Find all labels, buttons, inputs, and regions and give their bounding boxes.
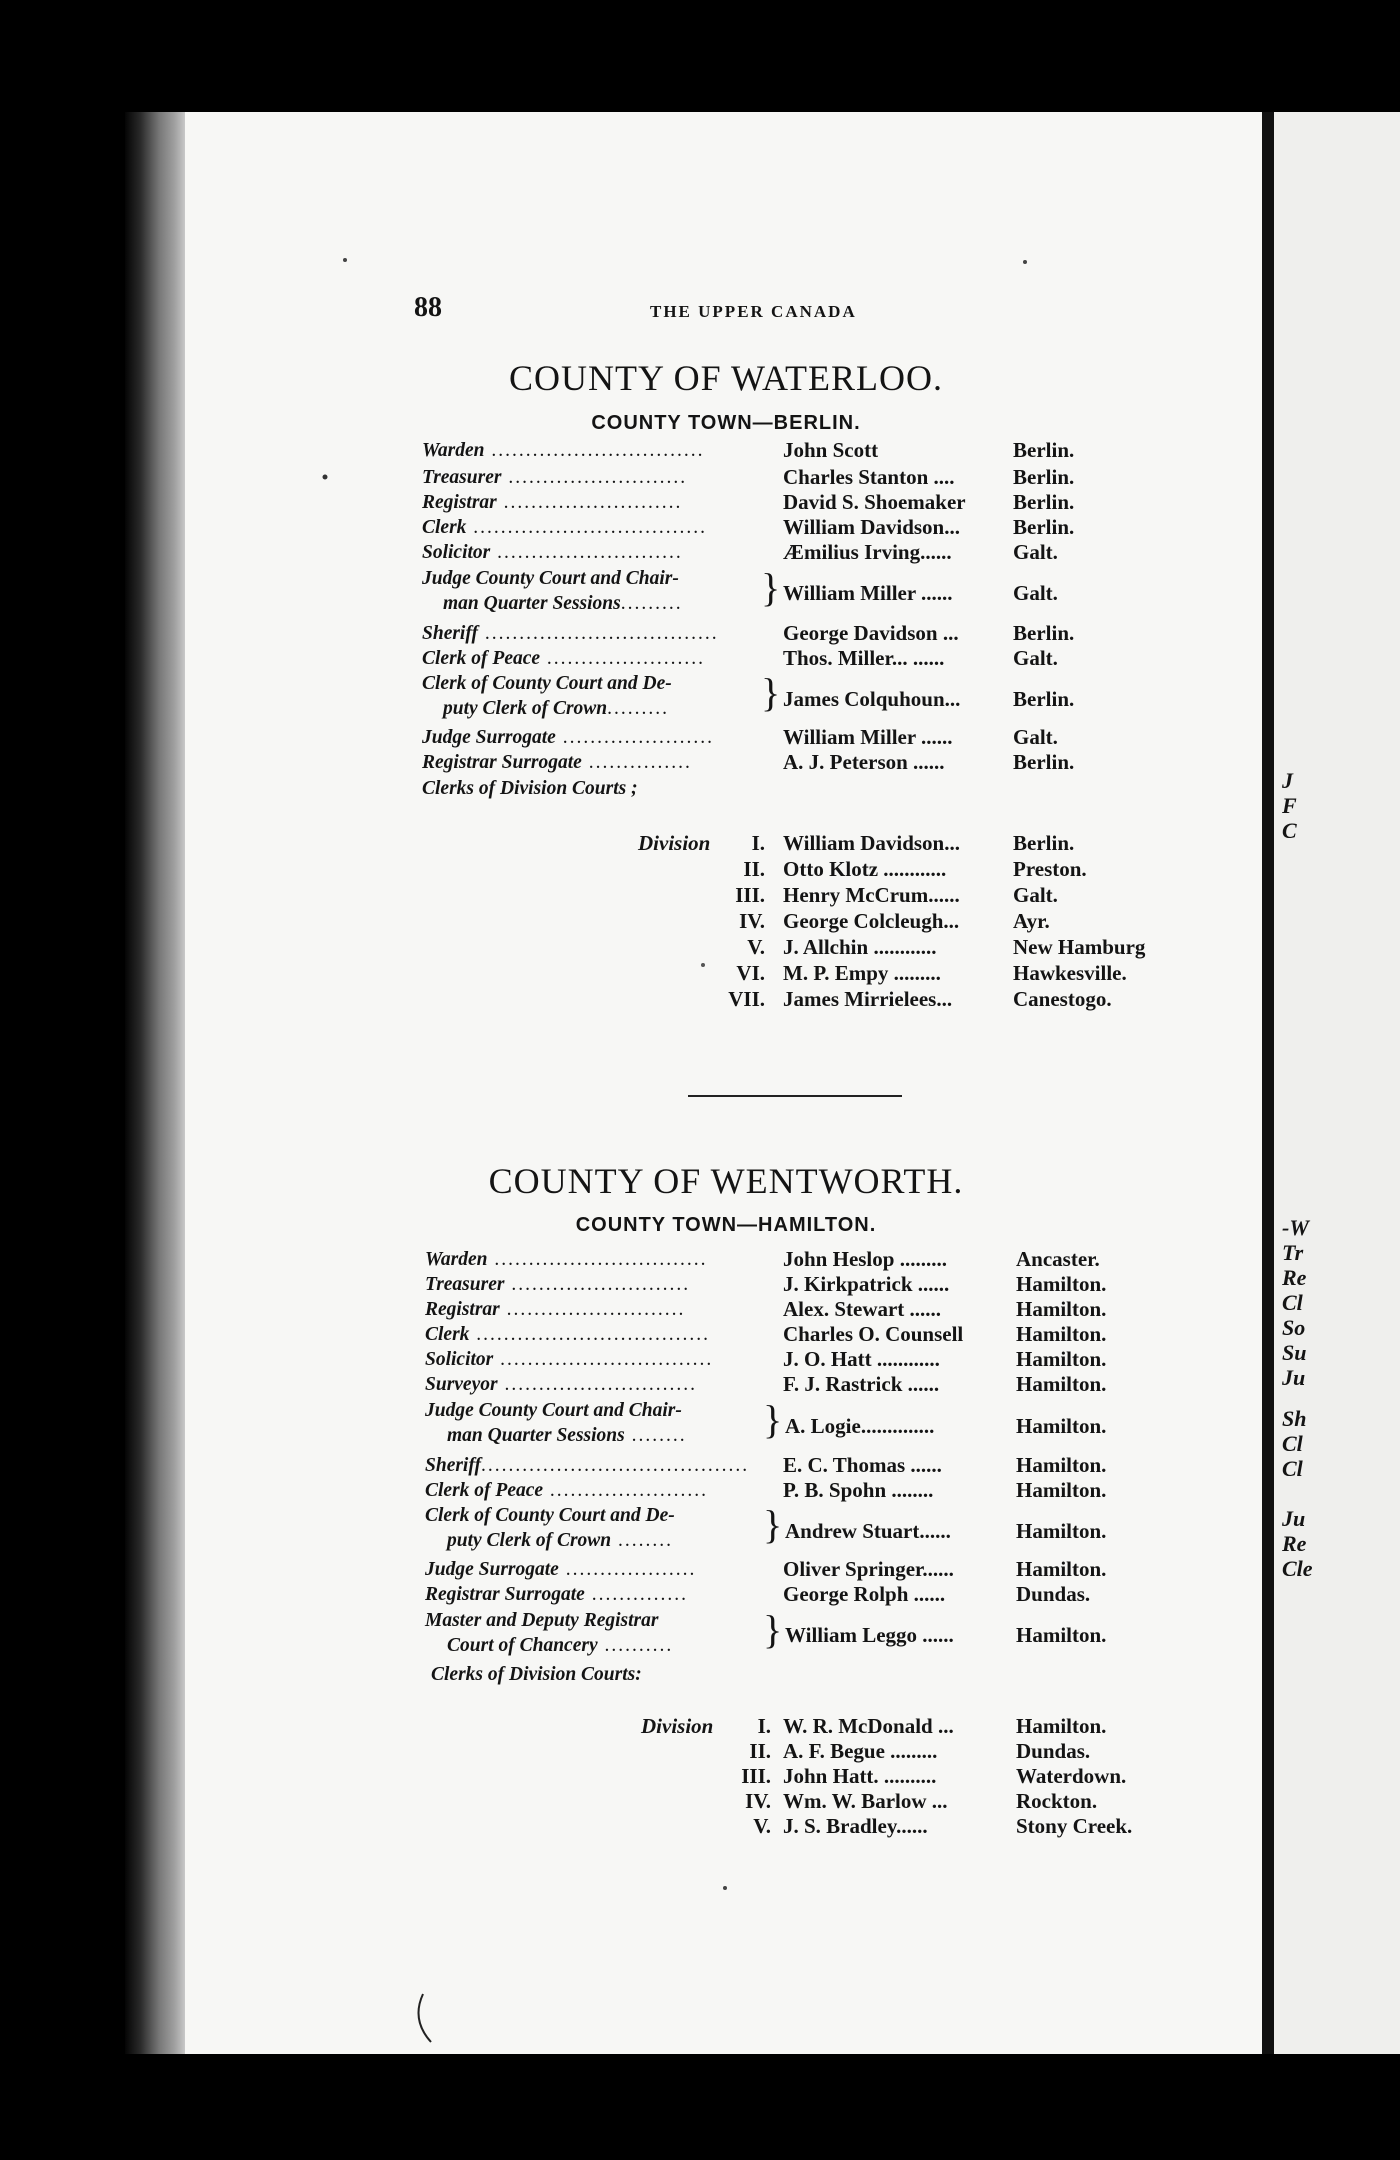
clerks-division-label: Clerks of Division Courts ; [422, 778, 638, 799]
clerk-place: Waterdown. [1016, 1764, 1127, 1788]
fragment-text: Cl [1282, 1456, 1303, 1481]
county-town-waterloo: COUNTY TOWN—BERLIN. [591, 412, 861, 434]
fragment-text: Cl [1282, 1431, 1303, 1456]
brace-glyph: } [763, 1397, 783, 1442]
official-place: Berlin. [1013, 621, 1075, 645]
official-place: Galt. [1013, 646, 1058, 670]
official-name: Alex. Stewart ...... [783, 1297, 942, 1321]
official-name: William Miller ...... [783, 725, 953, 749]
clerk-place: Galt. [1013, 883, 1058, 907]
fragment-text: F [1282, 793, 1297, 818]
official-name: John Heslop ......... [783, 1247, 947, 1271]
official-name: F. J. Rastrick ...... [783, 1372, 940, 1396]
official-name: P. B. Spohn ........ [783, 1478, 934, 1502]
official-name: George Davidson ... [783, 621, 959, 645]
fragment-text: So [1282, 1315, 1306, 1340]
office-label-line2: man Quarter Sessions ........ [447, 1425, 687, 1446]
clerk-name: Otto Klotz ............ [783, 857, 947, 881]
clerk-name: M. P. Empy ......... [783, 961, 941, 985]
clerk-place: Preston. [1013, 857, 1087, 881]
clerk-place: Hawkesville. [1013, 961, 1127, 985]
official-place: Hamilton. [1016, 1322, 1107, 1346]
clerk-place: Rockton. [1016, 1789, 1098, 1813]
clerk-place: Hamilton. [1016, 1714, 1107, 1738]
fragment-text: Re [1282, 1531, 1307, 1556]
official-place: Berlin. [1013, 515, 1075, 539]
brace-glyph: } [763, 1607, 783, 1652]
fragment-text: Su [1282, 1340, 1307, 1365]
official-name: A. Logie.............. [785, 1414, 935, 1438]
office-label: Treasurer .......................... [422, 467, 688, 488]
clerk-name: John Hatt. .......... [783, 1764, 937, 1788]
office-label-line1: Judge County Court and Chair- [422, 568, 679, 589]
official-place: Dundas. [1016, 1582, 1091, 1606]
office-label: Judge Surrogate ...................... [422, 727, 714, 748]
clerk-name: William Davidson... [783, 831, 960, 855]
office-label: Warden ............................... [422, 440, 705, 461]
office-label: Clerk .................................. [422, 517, 708, 538]
clerk-name: James Mirrielees... [783, 987, 953, 1011]
official-place: Hamilton. [1016, 1623, 1107, 1647]
official-name: George Rolph ...... [783, 1582, 946, 1606]
running-title: THE UPPER CANADA [650, 302, 857, 321]
fragment-text: Cl [1282, 1290, 1303, 1315]
official-place: Hamilton. [1016, 1272, 1107, 1296]
official-place: Hamilton. [1016, 1478, 1107, 1502]
office-label: Solicitor ............................... [425, 1349, 714, 1370]
fragment-text: Re [1282, 1265, 1307, 1290]
office-label: Registrar .......................... [422, 492, 683, 513]
clerk-name: Henry McCrum...... [783, 883, 960, 907]
office-label: Sheriff .................................. [422, 623, 719, 644]
division-numeral: IV. [739, 909, 765, 933]
office-label: Clerk .................................. [425, 1324, 711, 1345]
scan-specks [185, 112, 1267, 2054]
page-number: 88 [414, 292, 442, 323]
official-place: Hamilton. [1016, 1414, 1107, 1438]
official-place: Berlin. [1013, 438, 1075, 462]
clerk-name: J. S. Bradley...... [783, 1814, 928, 1838]
clerk-place: Dundas. [1016, 1739, 1091, 1763]
division-numeral: VI. [736, 961, 765, 985]
official-place: Hamilton. [1016, 1519, 1107, 1543]
official-place: Hamilton. [1016, 1453, 1107, 1477]
office-label: Clerk of Peace ....................... [425, 1480, 709, 1501]
official-name: William Miller ...... [783, 581, 953, 605]
fragment-text: Tr [1282, 1240, 1304, 1265]
clerk-name: A. F. Begue ......... [783, 1739, 938, 1763]
clerk-place: Canestogo. [1013, 987, 1112, 1011]
official-place: Galt. [1013, 725, 1058, 749]
division-label: Division [641, 1714, 714, 1738]
office-label-line1: Clerk of County Court and De- [422, 673, 672, 694]
clerk-name: J. Allchin ............ [783, 935, 937, 959]
clerk-place: Berlin. [1013, 831, 1075, 855]
fragment-text: -W [1282, 1215, 1309, 1240]
office-label: Warden ............................... [425, 1249, 708, 1270]
official-name: Oliver Springer...... [783, 1557, 954, 1581]
county-title-waterloo: COUNTY OF WATERLOO. [508, 358, 943, 398]
office-label: Treasurer .......................... [425, 1274, 691, 1295]
official-name: Æmilius Irving...... [783, 540, 952, 564]
office-label-line2: puty Clerk of Crown ........ [447, 1530, 674, 1551]
clerk-place: Ayr. [1013, 909, 1050, 933]
official-name: David S. Shoemaker [783, 490, 966, 514]
division-numeral: II. [749, 1739, 771, 1763]
official-name: J. Kirkpatrick ...... [783, 1272, 950, 1296]
office-label: Judge Surrogate ................... [425, 1559, 697, 1580]
brace-glyph: } [761, 565, 781, 610]
division-numeral: III. [741, 1764, 771, 1788]
adjacent-page-fragment [1274, 112, 1400, 2054]
office-label-line1: Judge County Court and Chair- [425, 1400, 682, 1421]
official-name: A. J. Peterson ...... [783, 750, 945, 774]
office-label: Registrar Surrogate .............. [425, 1584, 688, 1605]
division-numeral: VII. [728, 987, 765, 1011]
office-label: Surveyor ............................ [425, 1374, 697, 1395]
clerk-place: Stony Creek. [1016, 1814, 1133, 1838]
book-spine-edge [125, 112, 187, 2054]
division-numeral: I. [751, 831, 765, 855]
official-name: William Leggo ...... [785, 1623, 954, 1647]
official-name: William Davidson... [783, 515, 960, 539]
office-label-line2: man Quarter Sessions......... [443, 593, 683, 614]
office-label-line2: Court of Chancery .......... [447, 1635, 674, 1656]
official-place: Berlin. [1013, 465, 1075, 489]
official-place: Ancaster. [1016, 1247, 1100, 1271]
office-label: Clerk of Peace ....................... [422, 648, 706, 669]
fragment-text: Sh [1282, 1406, 1307, 1431]
official-place: Berlin. [1013, 750, 1075, 774]
office-label: Registrar .......................... [425, 1299, 686, 1320]
official-place: Galt. [1013, 581, 1058, 605]
clerk-name: George Colcleugh... [783, 909, 960, 933]
official-place: Hamilton. [1016, 1297, 1107, 1321]
fragment-text: J [1282, 768, 1293, 793]
page-gutter [1262, 112, 1274, 2054]
official-name: Charles O. Counsell [783, 1322, 964, 1346]
brace-glyph: } [761, 670, 781, 715]
official-name: J. O. Hatt ............ [783, 1347, 940, 1371]
office-label-line1: Master and Deputy Registrar [425, 1610, 659, 1631]
office-label: Solicitor ........................... [422, 542, 683, 563]
fragment-text: Ju [1282, 1365, 1306, 1390]
brace-glyph: } [763, 1502, 783, 1547]
office-label: Sheriff....................................... [425, 1455, 750, 1476]
official-place: Hamilton. [1016, 1557, 1107, 1581]
office-label-line2: puty Clerk of Crown......... [443, 698, 670, 719]
division-numeral: I. [757, 1714, 771, 1738]
book-page [185, 112, 1267, 2054]
clerks-division-label: Clerks of Division Courts: [431, 1664, 642, 1685]
division-label: Division [638, 831, 711, 855]
clerk-name: Wm. W. Barlow ... [783, 1789, 948, 1813]
official-name: John Scott [783, 438, 879, 462]
county-title-wentworth: COUNTY OF WENTWORTH. [488, 1161, 964, 1201]
fragment-text: C [1282, 818, 1297, 843]
official-place: Hamilton. [1016, 1372, 1107, 1396]
office-label: Registrar Surrogate ............... [422, 752, 692, 773]
official-name: E. C. Thomas ...... [783, 1453, 942, 1477]
division-numeral: IV. [745, 1789, 771, 1813]
office-label-line1: Clerk of County Court and De- [425, 1505, 675, 1526]
division-numeral: III. [735, 883, 765, 907]
fragment-text: Cle [1282, 1556, 1313, 1581]
official-name: Thos. Miller... ...... [783, 646, 945, 670]
county-town-wentworth: COUNTY TOWN—HAMILTON. [575, 1214, 877, 1236]
fragment-text: Ju [1282, 1506, 1306, 1531]
official-place: Hamilton. [1016, 1347, 1107, 1371]
division-numeral: II. [743, 857, 765, 881]
division-numeral: V. [753, 1814, 771, 1838]
official-place: Berlin. [1013, 687, 1075, 711]
official-place: Galt. [1013, 540, 1058, 564]
clerk-place: New Hamburg [1013, 935, 1146, 959]
official-name: Charles Stanton .... [783, 465, 955, 489]
division-numeral: V. [747, 935, 765, 959]
clerk-name: W. R. McDonald ... [783, 1714, 954, 1738]
official-name: Andrew Stuart...... [785, 1519, 951, 1543]
official-name: James Colquhoun... [783, 687, 961, 711]
official-place: Berlin. [1013, 490, 1075, 514]
